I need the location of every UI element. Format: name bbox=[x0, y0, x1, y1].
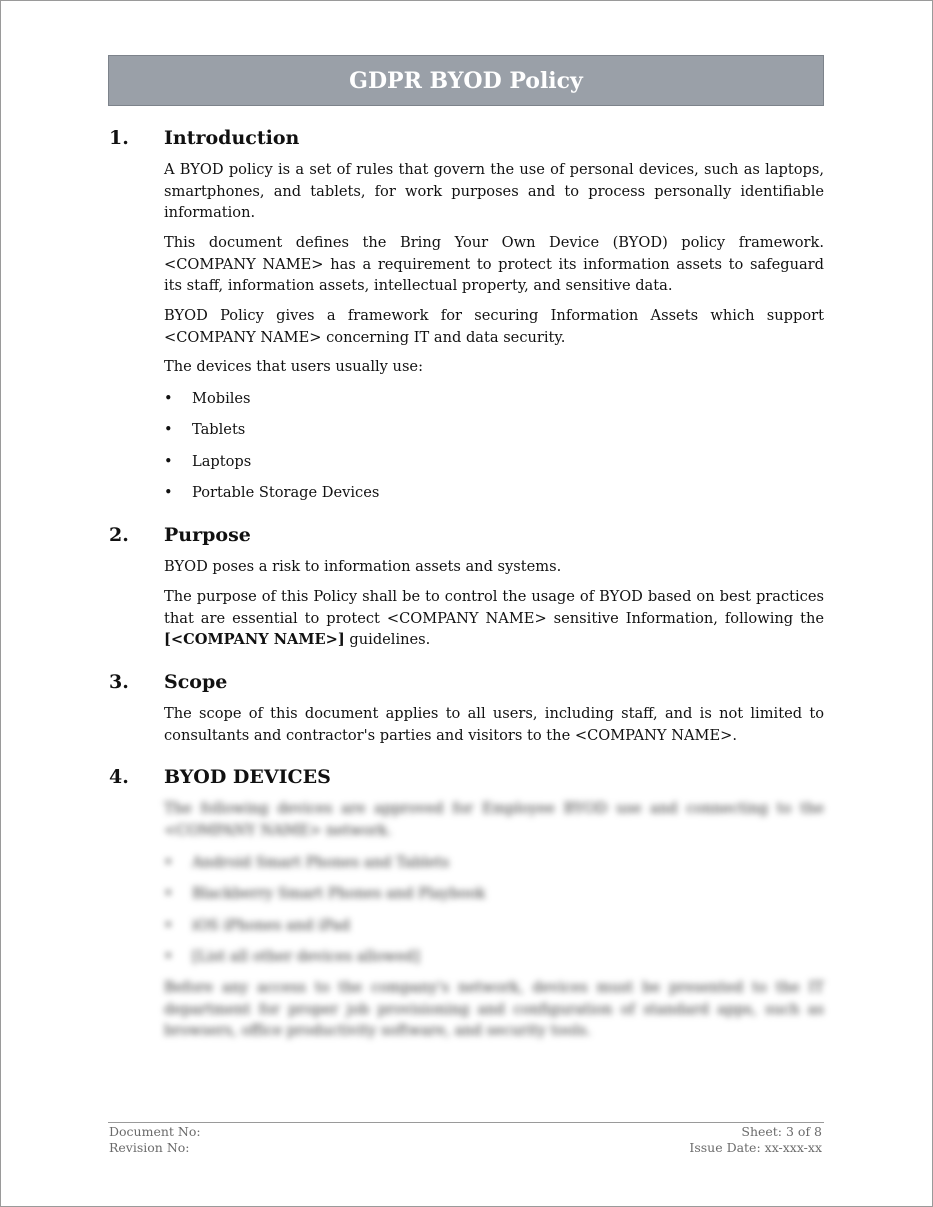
blurred-paragraph: The following devices are approved for Employee BYOD use and connecting to the <COMPANY NAME> network. bbox=[164, 800, 824, 839]
intro-paragraph-1: A BYOD policy is a set of rules that govern the use of personal devices, such as laptops, smartphones, and tablets, for work purposes and to process personally identifiable information. bbox=[164, 161, 824, 222]
list-item-label: [List all other devices allowed] bbox=[192, 948, 420, 965]
blurred-paragraph: Before any access to the company's network, devices must be presented to the IT department for proper job provisioning and configuration of standard apps, such as browsers, office productivity software, and security tools. bbox=[164, 979, 824, 1040]
bullet-icon: • bbox=[164, 885, 173, 902]
document-title: GDPR BYOD Policy bbox=[349, 67, 583, 94]
document-title-bar bbox=[108, 55, 824, 106]
purpose-paragraph-1: BYOD poses a risk to information assets and systems. bbox=[164, 558, 562, 575]
purpose-text-end: guidelines. bbox=[349, 631, 431, 649]
bullet-icon: • bbox=[164, 390, 173, 407]
intro-paragraph-3: BYOD Policy gives a framework for securing Information Assets which support <COMPANY NAME> concerning IT and data security. bbox=[164, 307, 824, 346]
scope-paragraph: The scope of this document applies to all users, including staff, and is not limited to consultants and contractor's parties and visitors to the <COMPANY NAME>. bbox=[164, 705, 824, 744]
list-item-label: Portable Storage Devices bbox=[192, 484, 380, 501]
list-item-label: Android Smart Phones and Tablets bbox=[192, 854, 450, 871]
section-title: Introduction bbox=[164, 127, 300, 149]
purpose-paragraph-2 bbox=[164, 586, 824, 651]
bullet-icon: • bbox=[164, 917, 173, 934]
list-item-label: iOS iPhones and iPad bbox=[192, 917, 351, 934]
section-number: 1. bbox=[109, 127, 129, 149]
list-item-label: Blackberry Smart Phones and Playbook bbox=[192, 885, 486, 902]
footer-revision-no: Revision No: bbox=[109, 1140, 190, 1155]
bullet-icon: • bbox=[164, 854, 173, 871]
section-number: 4. bbox=[109, 766, 129, 788]
bullet-icon: • bbox=[164, 453, 173, 470]
section-number: 3. bbox=[109, 671, 129, 693]
bullet-icon: • bbox=[164, 421, 173, 438]
intro-paragraph-2: This document defines the Bring Your Own Device (BYOD) policy framework. <COMPANY NAME> has a requirement to protect its information assets to safeguard its staff, information assets, intellectual property, and sensitive data. bbox=[164, 234, 824, 295]
footer-sheet: Sheet: 3 of 8 bbox=[741, 1124, 822, 1139]
company-name-placeholder: [<COMPANY NAME>] bbox=[164, 631, 345, 649]
list-item-label: Mobiles bbox=[192, 390, 251, 407]
section-title: Scope bbox=[164, 671, 228, 693]
section-number: 2. bbox=[109, 524, 129, 546]
footer-divider bbox=[108, 1122, 824, 1123]
footer-document-no: Document No: bbox=[109, 1124, 201, 1139]
section-title: BYOD DEVICES bbox=[164, 766, 331, 788]
section-title: Purpose bbox=[164, 524, 251, 546]
bullet-icon: • bbox=[164, 948, 173, 965]
purpose-text: The purpose of this Policy shall be to control the usage of BYOD based on best practices that are essential to protect <COMPANY NAME> sensitive Information, following the bbox=[164, 588, 824, 627]
list-item-label: Tablets bbox=[192, 421, 246, 438]
footer-issue-date: Issue Date: xx-xxx-xx bbox=[689, 1140, 822, 1155]
list-item-label: Laptops bbox=[192, 453, 252, 470]
intro-paragraph-4: The devices that users usually use: bbox=[164, 358, 423, 375]
bullet-icon: • bbox=[164, 484, 173, 501]
